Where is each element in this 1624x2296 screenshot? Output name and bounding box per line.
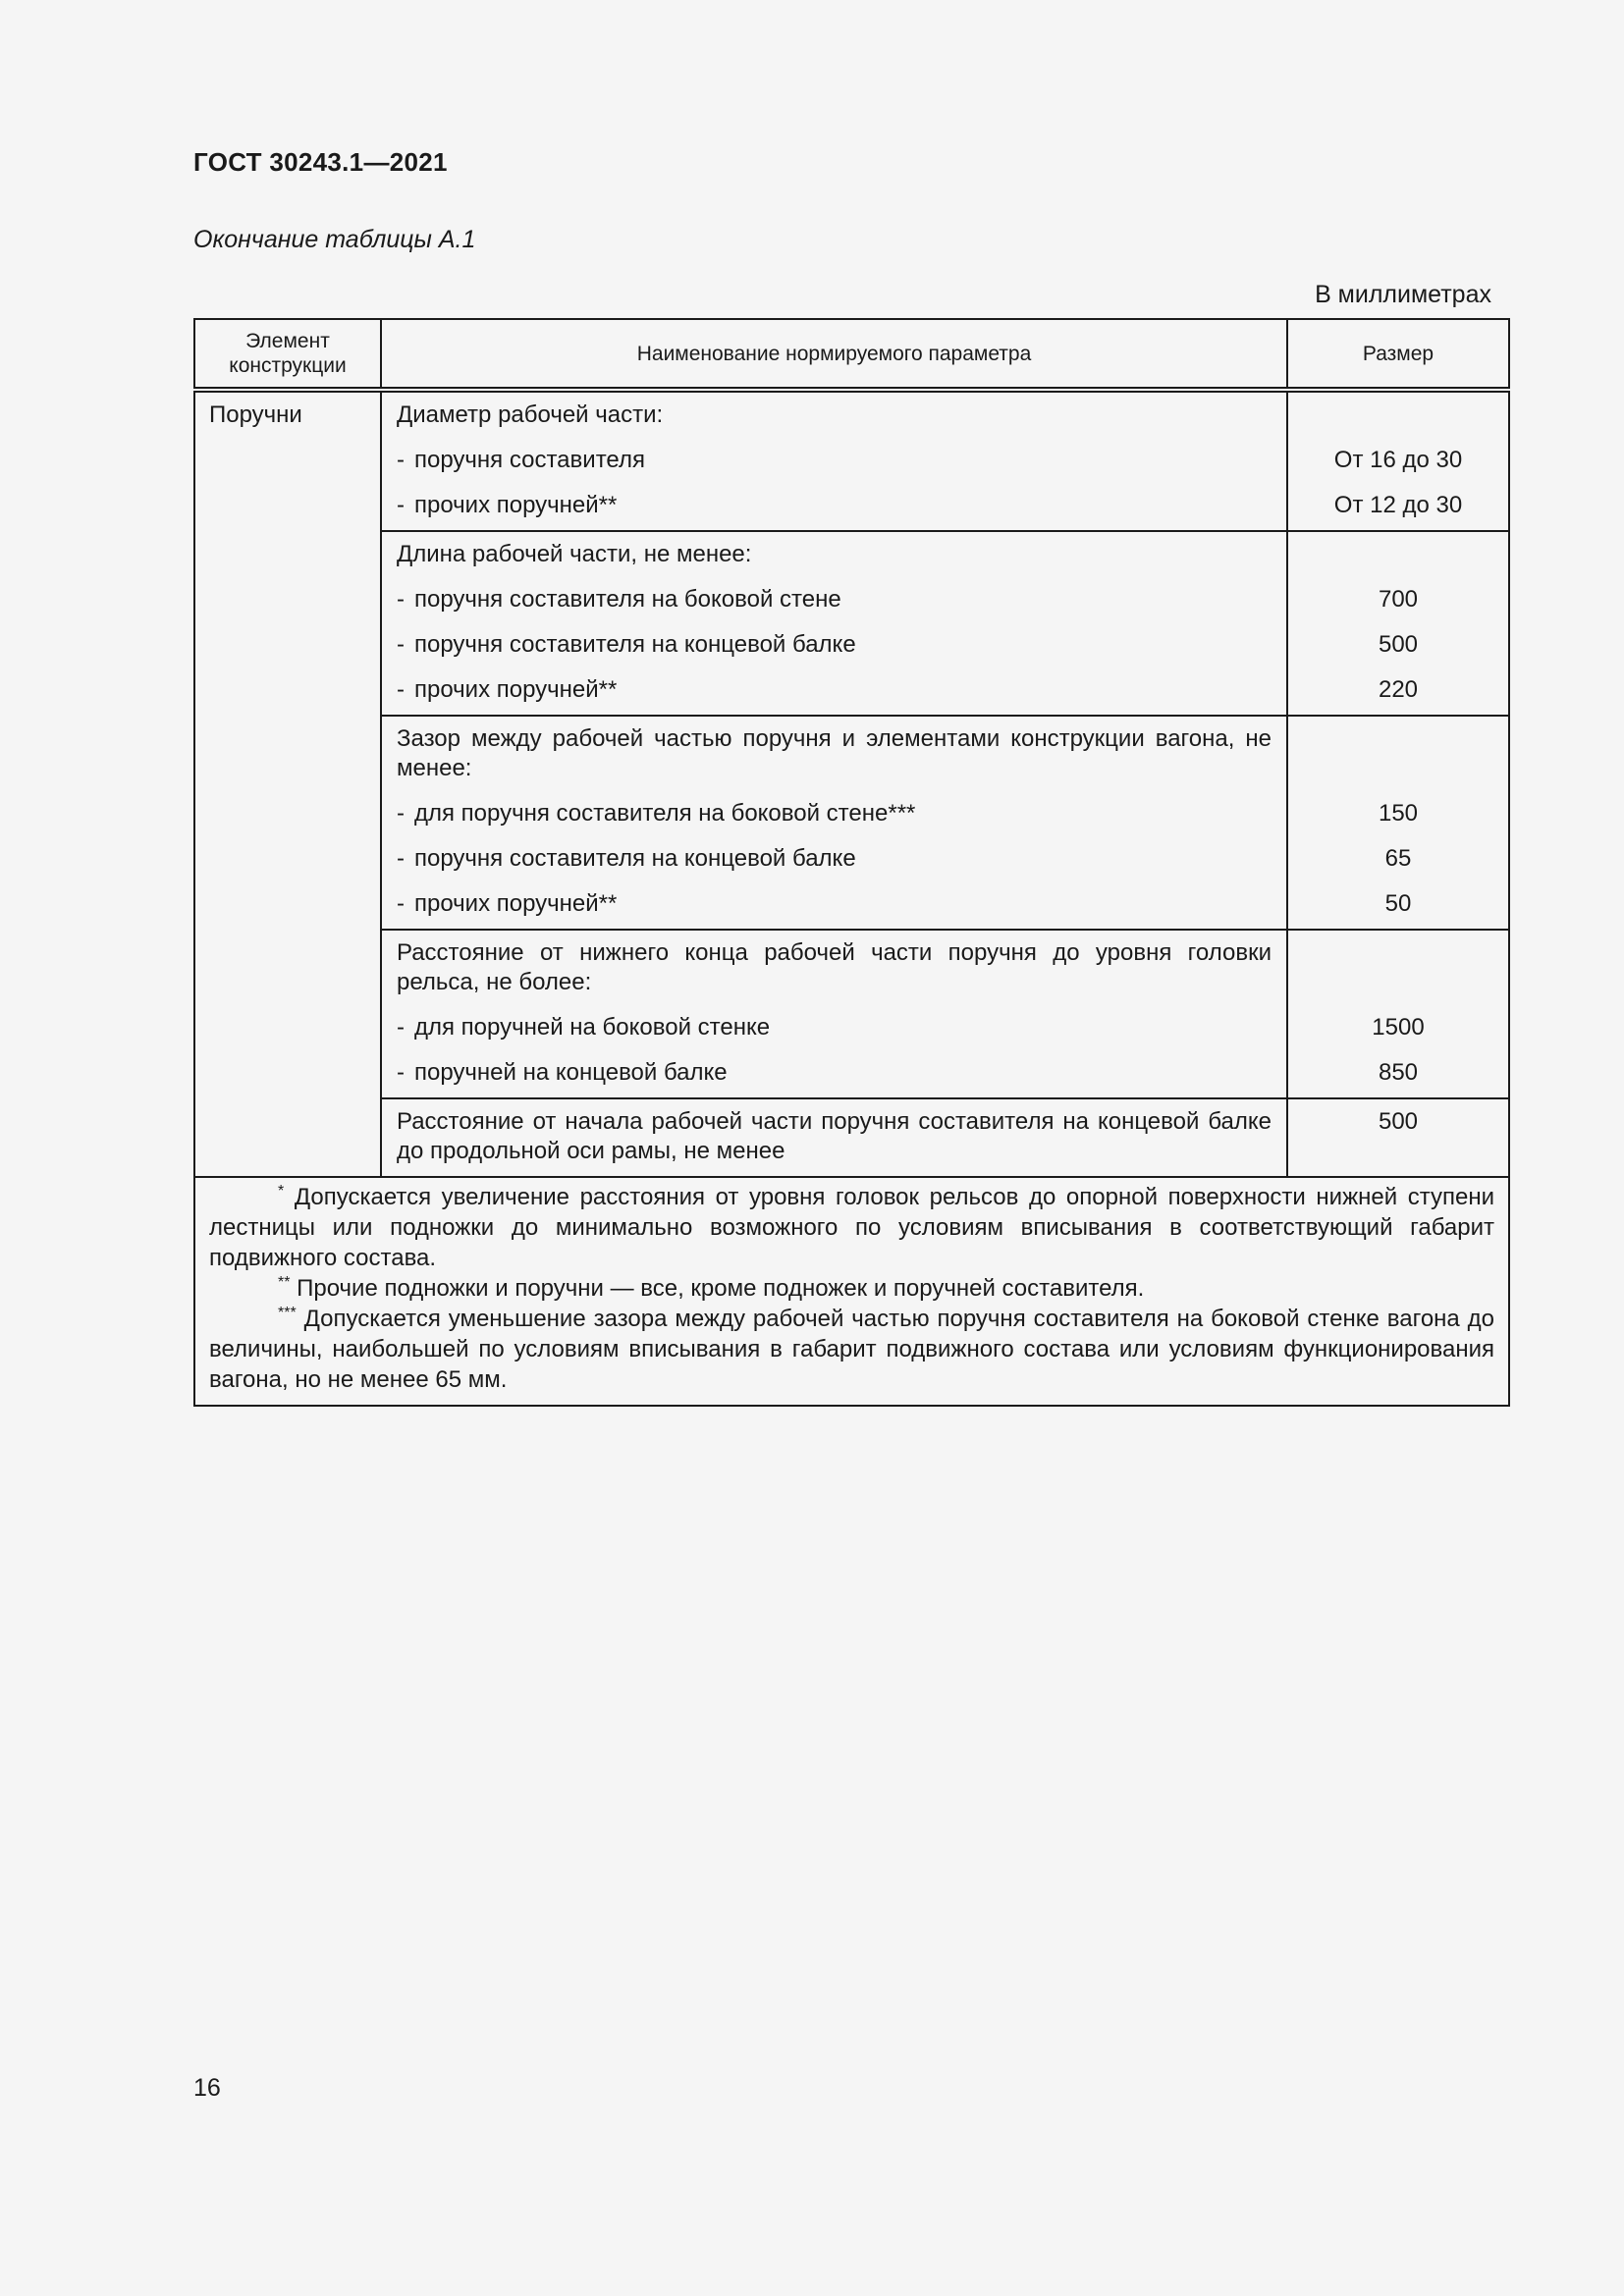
dash-marker: - <box>397 631 405 658</box>
size-cell <box>1287 1098 1509 1177</box>
column-header-size: Размер <box>1287 319 1509 390</box>
column-header-parameter: Наименование нормируемого параметра <box>381 319 1287 390</box>
parameter-item <box>397 889 1272 919</box>
footnote-mark: *** <box>278 1305 297 1321</box>
parameter-item <box>397 585 1272 614</box>
dash-marker: - <box>397 1059 405 1086</box>
footnote-mark: ** <box>278 1274 291 1291</box>
dash-marker: - <box>397 845 405 872</box>
size-cell <box>1287 930 1509 1098</box>
element-cell: Поручни <box>194 390 381 1177</box>
parameter-item-value: 150 <box>1378 800 1419 827</box>
parameter-item-text: для поручней на боковой стенке <box>414 1014 771 1041</box>
parameter-title-value <box>1296 938 1500 997</box>
table-body <box>194 390 1509 1177</box>
parameter-item-text: поручня составителя на концевой балке <box>414 631 856 658</box>
parameter-item-value: От 16 до 30 <box>1333 447 1463 473</box>
parameter-cell <box>381 531 1287 716</box>
parameter-item <box>397 446 1272 475</box>
parameter-item-text: для поручня составителя на боковой стене*** <box>414 800 916 827</box>
parameter-title-value: 500 <box>1378 1108 1419 1135</box>
parameter-item <box>397 1058 1272 1088</box>
parameter-item-value: От 12 до 30 <box>1333 492 1463 518</box>
parameters-table <box>193 318 1510 1407</box>
footnote-text: Допускается увеличение расстояния от уровня головок рельсов до опорной поверхности нижней ступени лестницы или подножки до минимально возможного по условиям вписывания в соответствующий габарит подвижного состава. <box>209 1184 1495 1271</box>
parameter-item-value: 850 <box>1378 1059 1419 1086</box>
parameter-item <box>397 491 1272 520</box>
parameter-cell <box>381 1098 1287 1177</box>
units-label: В миллиметрах <box>1315 281 1491 308</box>
parameter-title: Длина рабочей части, не менее: <box>397 541 752 567</box>
dash-marker: - <box>397 1014 405 1041</box>
parameter-item <box>397 1013 1272 1042</box>
table-row <box>194 716 1509 930</box>
footnote-text: Допускается уменьшение зазора между рабочей частью поручня составителя на боковой стенке вагона до величины, наибольшей по условиям вписывания в габарит подвижного состава или условиям функционирования вагона, но не менее 65 мм. <box>209 1306 1495 1393</box>
parameter-cell <box>381 390 1287 531</box>
parameter-item <box>397 630 1272 660</box>
notes-row <box>194 1177 1509 1406</box>
table-notes <box>194 1177 1509 1406</box>
dash-marker: - <box>397 447 405 473</box>
parameter-item <box>397 799 1272 828</box>
dash-marker: - <box>397 890 405 917</box>
table-row <box>194 531 1509 716</box>
parameter-cell <box>381 716 1287 930</box>
parameter-item-value: 50 <box>1384 890 1412 917</box>
parameter-title-value <box>1296 724 1500 783</box>
parameter-title-value <box>1296 540 1500 569</box>
column-header-element: Элемент конструкции <box>194 319 381 390</box>
parameter-item-value: 65 <box>1384 845 1412 872</box>
parameter-item-text: прочих поручней** <box>414 492 618 518</box>
parameter-item-text: поручня составителя на концевой балке <box>414 845 856 872</box>
parameter-cell <box>381 930 1287 1098</box>
footnote <box>209 1273 1494 1304</box>
parameter-title: Диаметр рабочей части: <box>397 401 664 428</box>
parameter-item-text: поручня составителя на боковой стене <box>414 586 841 613</box>
table-row <box>194 390 1509 531</box>
size-cell <box>1287 390 1509 531</box>
parameter-title: Расстояние от начала рабочей части поручня составителя на концевой балке до продольной оси рамы, не менее <box>397 1108 1272 1164</box>
footnote <box>209 1182 1494 1273</box>
document-code: ГОСТ 30243.1—2021 <box>193 147 448 177</box>
parameter-title: Расстояние от нижнего конца рабочей части поручня до уровня головки рельса, не более: <box>397 939 1272 995</box>
table-row <box>194 1098 1509 1177</box>
parameter-item-value: 220 <box>1378 676 1419 703</box>
page-number: 16 <box>193 2074 221 2102</box>
table-header-row <box>194 319 1509 390</box>
parameter-item-value: 700 <box>1378 586 1419 613</box>
parameter-item-text: прочих поручней** <box>414 676 618 703</box>
footnote-text: Прочие подножки и поручни — все, кроме подножек и поручней составителя. <box>297 1275 1145 1302</box>
dash-marker: - <box>397 800 405 827</box>
parameter-item-value: 1500 <box>1372 1014 1425 1041</box>
dash-marker: - <box>397 492 405 518</box>
table-row <box>194 930 1509 1098</box>
size-cell <box>1287 531 1509 716</box>
parameter-item <box>397 844 1272 874</box>
dash-marker: - <box>397 586 405 613</box>
footnote-mark: * <box>278 1183 285 1200</box>
parameter-item-text: прочих поручней** <box>414 890 618 917</box>
parameter-title: Зазор между рабочей частью поручня и элементами конструкции вагона, не менее: <box>397 725 1272 781</box>
parameter-item-text: поручня составителя <box>414 447 645 473</box>
parameter-item-text: поручней на концевой балке <box>414 1059 728 1086</box>
parameter-item-value: 500 <box>1378 631 1419 658</box>
dash-marker: - <box>397 676 405 703</box>
parameter-title-value <box>1296 400 1500 430</box>
table-caption: Окончание таблицы А.1 <box>193 226 476 253</box>
footnote <box>209 1304 1494 1395</box>
size-cell <box>1287 716 1509 930</box>
parameter-item <box>397 675 1272 705</box>
